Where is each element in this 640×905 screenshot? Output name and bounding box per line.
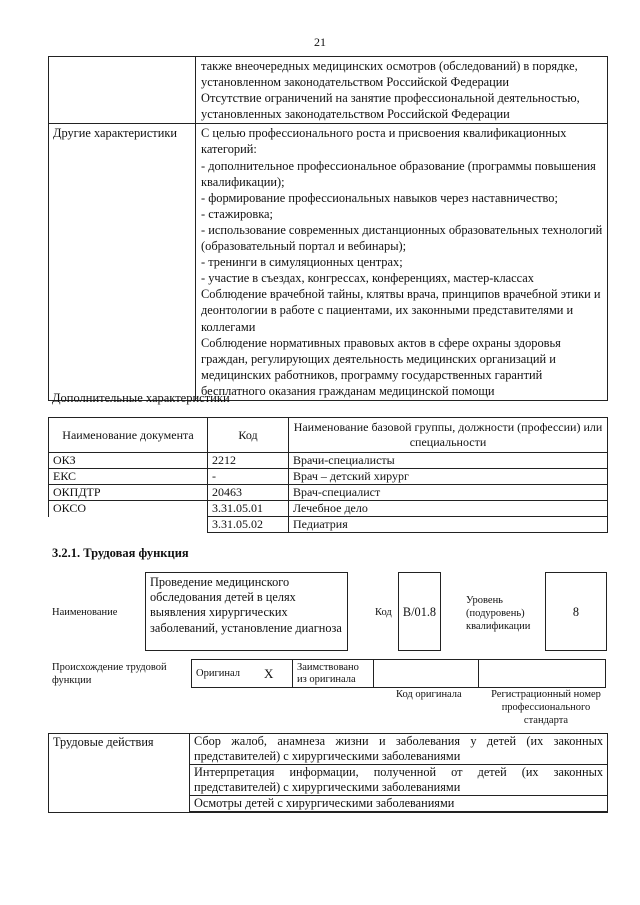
original-label: Оригинал <box>192 660 261 688</box>
code-cell: - <box>208 469 289 485</box>
original-mark: X <box>260 660 293 688</box>
text-line: Соблюдение врачебной тайны, клятвы врача, принципов врачебной этики и деонтологии в работе с пациентами, их законными представителями и коллегами <box>201 287 601 334</box>
labor-actions-table <box>48 733 608 813</box>
code-cell: 3.31.05.01 <box>208 501 289 517</box>
origin-label: Происхождение трудовой функции <box>52 662 167 686</box>
row-content <box>196 57 608 124</box>
registration-number-label: Регистрационный номер профессионального стандарта <box>491 689 601 726</box>
original-code-cell <box>374 660 479 688</box>
row-label: Другие характеристики <box>49 124 196 401</box>
additional-characteristics-title: Дополнительные характеристики <box>52 391 230 405</box>
text-line: - формирование профессиональных навыков через наставничество; <box>201 190 558 205</box>
code-cell: 2212 <box>208 453 289 469</box>
table-row <box>49 485 608 501</box>
group-name-cell: Врач-специалист <box>289 485 608 501</box>
row-label <box>49 57 196 124</box>
labor-function-heading: 3.2.1. Трудовая функция <box>52 546 189 560</box>
table-row <box>49 453 608 469</box>
row-content <box>196 124 608 401</box>
table-row <box>49 501 608 517</box>
table-header-row <box>49 418 608 453</box>
additional-characteristics-table <box>48 417 608 533</box>
function-name-box: Проведение медицинского обследования детей в целях выявления хирургических заболеваний, установление диагноза <box>145 572 348 651</box>
doc-name-cell: ЕКС <box>49 469 208 485</box>
code-cell: 20463 <box>208 485 289 501</box>
labor-action: Осмотры детей с хирургическими заболеваниями <box>190 796 608 813</box>
doc-name-cell: ОКСО <box>49 501 208 517</box>
group-name-cell: Педиатрия <box>289 517 608 533</box>
page-number: 21 <box>314 35 326 49</box>
column-header: Наименование базовой группы, должности (профессии) или специальности <box>289 418 608 453</box>
doc-name-cell: ОКПДТР <box>49 485 208 501</box>
qualification-level-box: 8 <box>545 572 607 651</box>
text-line: - использование современных дистанционных образовательных технологий (образовательный портал и вебинары); <box>201 222 603 254</box>
labor-action: Сбор жалоб, анамнеза жизни и заболевания у детей (их законных представителей) с хирургическими заболеваниями <box>190 734 608 765</box>
text-line: - дополнительное профессиональное образование (программы повышения квалификации); <box>201 158 596 189</box>
function-code-box: В/01.8 <box>398 572 441 651</box>
borrowed-label: Заимствовано из оригинала <box>293 660 374 688</box>
name-label: Наименование <box>52 607 118 618</box>
table-row <box>49 517 608 533</box>
text-line: - тренинги в симуляционных центрах; <box>201 255 403 270</box>
table-row <box>49 734 608 765</box>
group-name-cell: Врачи-специалисты <box>289 453 608 469</box>
text-line: - участие в съездах, конгрессах, конференциях, мастер-классах <box>201 271 534 286</box>
text-line: С целью профессионального роста и присвоения квалификационных категорий: <box>201 126 567 157</box>
text-line: также внеочередных медицинских осмотров (обследований) в порядке, установленном законодательством Российской Федерации <box>201 59 578 90</box>
qualification-level-label: Уровень (подуровень) квалификации <box>466 595 531 632</box>
doc-name-cell: ОКЗ <box>49 453 208 469</box>
labor-action: Интерпретация информации, полученной от детей (их законных представителей) с хирургическими заболеваниями <box>190 765 608 796</box>
group-name-cell: Лечебное дело <box>289 501 608 517</box>
column-header: Код <box>208 418 289 453</box>
origin-table <box>191 659 606 688</box>
table-row <box>49 469 608 485</box>
labor-actions-label: Трудовые действия <box>49 734 190 813</box>
group-name-cell: Врач – детский хирург <box>289 469 608 485</box>
code-cell: 3.31.05.02 <box>208 517 289 533</box>
table-row <box>192 660 606 688</box>
qualification-requirements-table <box>48 56 608 401</box>
text-line: Отсутствие ограничений на занятие профессиональной деятельностью, установленных законодательством Российской Федерации <box>201 91 580 122</box>
code-label: Код <box>375 607 392 618</box>
text-line: Соблюдение нормативных правовых актов в сфере охраны здоровья граждан, регулирующих деятельность медицинских организаций и медицинских работников, программу государственных гарантий бесплатного оказания гражданам медицинской помощи <box>201 335 561 398</box>
table-row <box>49 57 608 124</box>
registration-number-cell <box>479 660 606 688</box>
original-code-label: Код оригинала <box>396 689 462 700</box>
table-row <box>49 124 608 401</box>
column-header: Наименование документа <box>49 418 208 453</box>
doc-name-cell <box>49 517 208 533</box>
text-line: - стажировка; <box>201 206 273 221</box>
